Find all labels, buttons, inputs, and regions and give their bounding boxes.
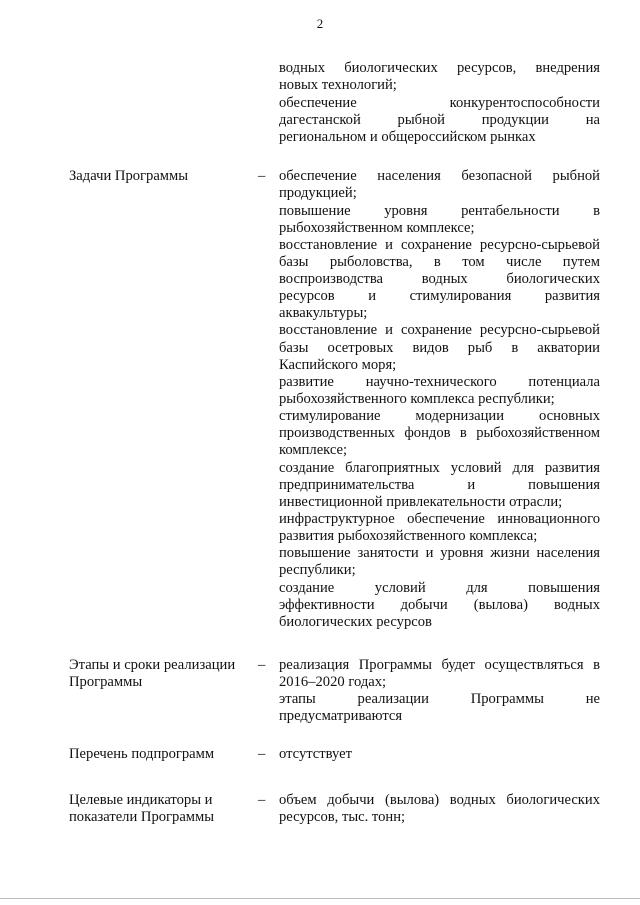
section-content-line: Каспийского моря; (279, 357, 397, 373)
intro-line: дагестанской рыбной продукции на (279, 112, 600, 128)
section-dash: – (258, 792, 266, 808)
section-dash: – (258, 746, 266, 762)
page-number: 2 (316, 16, 324, 31)
intro-line: региональном и общероссийском рынках (279, 129, 536, 145)
section-content-line: 2016–2020 годах; (279, 674, 387, 690)
section-content-line: повышение занятости и уровня жизни населения (279, 545, 600, 561)
section-content-line: рыбохозяйственном комплексе; (279, 220, 475, 236)
bottom-scan-edge (0, 898, 640, 899)
section-content-line: создание благоприятных условий для развития (279, 460, 600, 476)
section-content-line: восстановление и сохранение ресурсно-сырьевой (279, 322, 600, 338)
section-content-line: инвестиционной привлекательности отрасли; (279, 494, 563, 510)
section-dash: – (258, 168, 266, 184)
section-content-line: аквакультуры; (279, 305, 368, 321)
section-label: Этапы и сроки реализации (69, 657, 236, 673)
section-content-line: обеспечение населения безопасной рыбной (279, 168, 600, 184)
section-content-line: развития рыбохозяйственного комплекса; (279, 528, 538, 544)
section-content-line: республики; (279, 562, 356, 578)
intro-line: новых технологий; (279, 77, 397, 93)
section-content-line: отсутствует (279, 746, 353, 762)
section-content-line: этапы реализации Программы не (279, 691, 600, 707)
section-label: Программы (69, 674, 143, 690)
section-label: Перечень подпрограмм (69, 746, 215, 762)
section-label: Целевые индикаторы и (69, 792, 213, 808)
section-content-line: эффективности добычи (вылова) водных (279, 597, 600, 613)
section-content-line: создание условий для повышения (279, 580, 600, 596)
section-label: Задачи Программы (69, 168, 189, 184)
section-content-line: производственных фондов в рыбохозяйственном (279, 425, 600, 441)
section-content-line: базы рыболовства, в том числе путем (279, 254, 600, 270)
section-content-line: базы осетровых видов рыб в акватории (279, 340, 600, 356)
section-content-line: продукцией; (279, 185, 357, 201)
intro-line: водных биологических ресурсов, внедрения (279, 60, 600, 76)
section-content-line: восстановление и сохранение ресурсно-сырьевой (279, 237, 600, 253)
section-content-line: стимулирование модернизации основных (279, 408, 600, 424)
section-content-line: развитие научно-технического потенциала (279, 374, 600, 390)
section-content-line: объем добычи (вылова) водных биологических (279, 792, 600, 808)
section-content-line: предусматриваются (279, 708, 403, 724)
section-content-line: инфраструктурное обеспечение инновационного (279, 511, 600, 527)
intro-line: обеспечение конкурентоспособности (279, 95, 600, 111)
section-content-line: ресурсов и стимулирования развития (279, 288, 600, 304)
section-label: показатели Программы (69, 809, 215, 825)
section-content-line: ресурсов, тыс. тонн; (279, 809, 406, 825)
section-content-line: повышение уровня рентабельности в (279, 203, 600, 219)
section-dash: – (258, 657, 266, 673)
section-content-line: рыбохозяйственного комплекса республики; (279, 391, 555, 407)
section-content-line: предпринимательства и повышения (279, 477, 600, 493)
section-content-line: реализация Программы будет осуществляться в (279, 657, 600, 673)
section-content-line: воспроизводства водных биологических (279, 271, 600, 287)
section-content-line: биологических ресурсов (279, 614, 432, 630)
section-content-line: комплексе; (279, 442, 348, 458)
